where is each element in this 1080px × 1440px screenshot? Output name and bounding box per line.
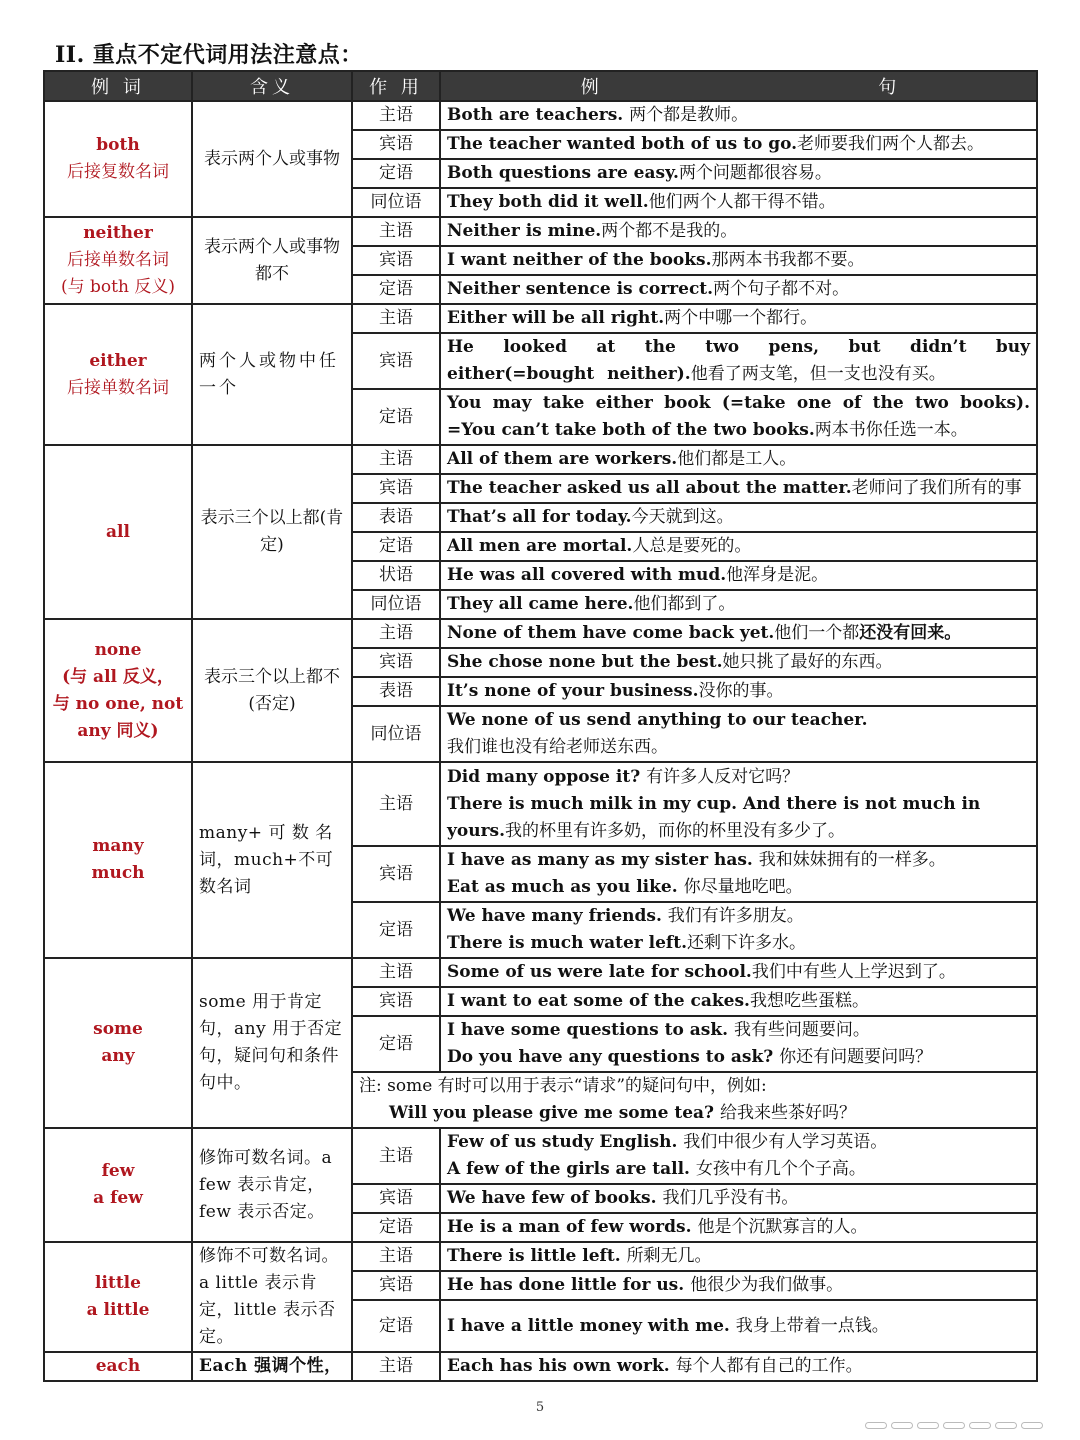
word-line: neither	[83, 223, 153, 243]
role-cell: 定语	[352, 532, 440, 561]
example-en: I have some questions to ask.	[447, 1020, 729, 1040]
example-cell	[440, 101, 1037, 130]
section-title: 重点不定代词用法注意点：	[92, 42, 363, 68]
word-cell	[44, 958, 192, 1128]
word-line: (与 all 反义，	[62, 666, 174, 687]
example-zh: 他们都到了。	[633, 594, 736, 614]
word-cell	[44, 1242, 192, 1352]
example-zh: 两个问题都很容易。	[678, 163, 832, 183]
example-cell	[440, 677, 1037, 706]
word-line: all	[106, 521, 130, 542]
word-line: both	[96, 135, 140, 155]
example-en: Some of us were late for school.	[447, 962, 752, 982]
scroll-dot	[891, 1422, 913, 1429]
note-en: Will you please give me some tea?	[389, 1103, 715, 1123]
section-heading	[55, 38, 363, 69]
example-cell	[440, 275, 1037, 304]
role-cell: 宾语	[352, 987, 440, 1016]
example-cell	[440, 246, 1037, 275]
role-cell: 主语	[352, 101, 440, 130]
example-cell	[440, 619, 1037, 648]
page-number: 5	[535, 1400, 545, 1415]
table-row	[44, 1128, 1037, 1184]
role-cell: 定语	[352, 1016, 440, 1072]
word-cell	[44, 304, 192, 445]
example-cell	[440, 1300, 1037, 1352]
example-en: Neither is mine.	[447, 221, 602, 241]
word-cell	[44, 445, 192, 619]
example-zh: 所剩无几。	[626, 1246, 712, 1266]
example-cell	[440, 958, 1037, 987]
example-cell	[440, 503, 1037, 532]
example-en: He was all covered with mud.	[447, 565, 727, 585]
scroll-dot	[1021, 1422, 1043, 1429]
example-cell	[440, 561, 1037, 590]
example-en: That’s all for today.	[447, 507, 632, 527]
example-cell	[440, 1242, 1037, 1271]
role-cell: 定语	[352, 1300, 440, 1352]
example-en: Both are teachers.	[447, 105, 624, 125]
example-cell	[440, 1352, 1037, 1381]
example-en: He has done little for us.	[447, 1275, 685, 1295]
example-en: None of them have come back yet.	[447, 623, 775, 643]
example-cell	[440, 333, 1037, 389]
scroll-dot	[917, 1422, 939, 1429]
example-en: Did many oppose it?	[447, 766, 641, 787]
example-cell	[440, 304, 1037, 333]
role-cell: 宾语	[352, 648, 440, 677]
example-cell	[440, 130, 1037, 159]
example-zh: 他很少为我们做事。	[690, 1275, 844, 1295]
example-cell	[440, 1213, 1037, 1242]
example-cell	[440, 762, 1037, 846]
section-number: II.	[55, 42, 85, 68]
example-en: She chose none but the best.	[447, 652, 723, 672]
word-line: 与 no one, not	[52, 693, 184, 714]
example-cell	[440, 1016, 1037, 1072]
example-en: Either will be all right.	[447, 308, 665, 328]
meaning-cell: 修饰可数名词。a few 表示肯定，few 表示否定。	[192, 1128, 352, 1242]
example-zh: 我们几乎没有书。	[662, 1188, 799, 1208]
example-zh: 我和妹妹拥有的一样多。	[758, 850, 946, 870]
example-en: You may take either book (=take one of the two books). =You can’t take both of the two books.	[447, 393, 1030, 440]
meaning-cell: Each 强调个性，	[192, 1352, 352, 1381]
example-zh: 还剩下许多水。	[687, 933, 806, 953]
example-cell	[440, 445, 1037, 474]
role-cell: 同位语	[352, 188, 440, 217]
table-row	[44, 445, 1037, 474]
meaning-cell: some 用于肯定句，any 用于否定句，疑问句和条件句中。	[192, 958, 352, 1128]
note-line: 注: some 有时可以用于表示“请求”的疑问句中，例如:	[359, 1076, 767, 1096]
header-word: 例 词	[44, 71, 192, 101]
example-cell	[440, 474, 1037, 503]
role-cell: 主语	[352, 1352, 440, 1381]
example-zh: 今天就到这。	[631, 507, 734, 527]
example-en: We have few of books.	[447, 1188, 657, 1208]
example-zh: 女孩中有几个个子高。	[695, 1159, 866, 1179]
word-line: much	[91, 863, 145, 883]
role-cell: 宾语	[352, 846, 440, 902]
word-line: any	[101, 1046, 135, 1066]
example-en: I want neither of the books.	[447, 250, 712, 270]
example-zh: 没你的事。	[698, 681, 784, 701]
word-line: any 同义)	[77, 720, 159, 741]
word-line: 后接单数名词	[67, 377, 169, 398]
example-zh: 我们中很少有人学习英语。	[683, 1132, 888, 1152]
word-line: 后接复数名词	[67, 162, 169, 182]
example-cell	[440, 159, 1037, 188]
example-zh: 我们谁也没有给老师送东西。	[447, 737, 668, 757]
word-cell	[44, 619, 192, 762]
example-en: I want to eat some of the cakes.	[447, 991, 750, 1011]
example-cell	[440, 532, 1037, 561]
role-cell: 同位语	[352, 706, 440, 762]
role-cell: 主语	[352, 217, 440, 246]
example-zh: 他们都是工人。	[677, 449, 797, 469]
page-scroll-indicator[interactable]	[865, 1414, 1060, 1422]
table-row	[44, 101, 1037, 130]
note-cell	[352, 1072, 1037, 1128]
example-zh: 我有些问题要问。	[733, 1020, 870, 1040]
example-cell	[440, 217, 1037, 246]
word-cell	[44, 1128, 192, 1242]
example-en: Both questions are easy.	[447, 163, 679, 183]
example-en: A few of the girls are tall.	[447, 1159, 690, 1179]
example-en: The teacher wanted both of us to go.	[447, 134, 798, 154]
header-example-1: 例	[580, 77, 599, 98]
example-cell	[440, 706, 1037, 762]
word-line: a little	[86, 1300, 150, 1320]
table-row	[44, 619, 1037, 648]
header-example	[440, 71, 1037, 101]
role-cell: 宾语	[352, 130, 440, 159]
table-row	[44, 762, 1037, 846]
example-zh: 那两本书我都不要。	[711, 250, 865, 270]
example-cell	[440, 902, 1037, 958]
example-en: There is little left.	[447, 1246, 621, 1266]
meaning-cell: 表示两个人或事物都不	[192, 217, 352, 304]
role-cell: 定语	[352, 159, 440, 188]
example-zh: 两个中哪一个都行。	[664, 308, 818, 328]
table-row	[44, 304, 1037, 333]
example-en: Eat as much as you like.	[447, 877, 678, 897]
role-cell: 宾语	[352, 1271, 440, 1300]
pronoun-table	[43, 70, 1038, 1382]
role-cell: 状语	[352, 561, 440, 590]
example-en: He is a man of few words.	[447, 1217, 692, 1237]
table-row	[44, 1352, 1037, 1381]
scroll-dot	[865, 1422, 887, 1429]
example-zh: 她只挑了最好的东西。	[722, 652, 893, 672]
table-row	[44, 1242, 1037, 1271]
word-line: many	[92, 836, 144, 856]
role-cell: 定语	[352, 1213, 440, 1242]
example-en: All men are mortal.	[447, 536, 633, 556]
meaning-cell: 表示三个以上都不(否定)	[192, 619, 352, 762]
role-cell: 主语	[352, 1242, 440, 1271]
example-zh: 他是个沉默寡言的人。	[697, 1217, 868, 1237]
role-cell: 主语	[352, 958, 440, 987]
role-cell: 定语	[352, 902, 440, 958]
scroll-dot	[969, 1422, 991, 1429]
example-en: Few of us study English.	[447, 1132, 678, 1152]
example-en: Neither sentence is correct.	[447, 279, 714, 299]
example-zh: 两个句子都不对。	[713, 279, 850, 299]
word-line: either	[89, 350, 147, 371]
header-example-2: 句	[878, 77, 897, 98]
meaning-cell: 修饰不可数名词。a little 表示肯定，little 表示否定。	[192, 1242, 352, 1352]
word-cell	[44, 1352, 192, 1381]
example-cell	[440, 987, 1037, 1016]
example-cell	[440, 1128, 1037, 1184]
example-cell	[440, 846, 1037, 902]
meaning-cell: 表示两个人或事物	[192, 101, 352, 217]
table-row	[44, 958, 1037, 987]
scroll-dot	[995, 1422, 1017, 1429]
example-en: We have many friends.	[447, 906, 662, 926]
example-zh: 老师问了我们所有的事	[851, 478, 1022, 498]
example-cell	[440, 1184, 1037, 1213]
example-zh: 每个人都有自己的工作。	[675, 1356, 863, 1376]
word-cell	[44, 101, 192, 217]
note-zh: 给我来些茶好吗？	[719, 1103, 856, 1123]
example-cell	[440, 1271, 1037, 1300]
header-meaning: 含义	[192, 71, 352, 101]
example-zh: 他们一个都	[774, 623, 860, 643]
example-en: They both did it well.	[447, 192, 649, 212]
example-en: I have as many as my sister has.	[447, 850, 753, 870]
example-zh: 两个都不是我的。	[601, 221, 738, 241]
meaning-cell: 两个人或物中任一个	[192, 304, 352, 445]
word-line: little	[95, 1273, 141, 1293]
example-zh: 你尽量地吃吧。	[683, 877, 803, 897]
example-en: Do you have any questions to ask?	[447, 1047, 774, 1067]
example-zh-bold: 还没有回来。	[859, 623, 962, 643]
role-cell: 宾语	[352, 333, 440, 389]
table-row	[44, 217, 1037, 246]
example-cell	[440, 648, 1037, 677]
example-zh: 有许多人反对它吗？	[646, 766, 800, 787]
example-en: The teacher asked us all about the matter.	[447, 478, 852, 498]
example-en: Each has his own work.	[447, 1356, 670, 1376]
example-cell	[440, 389, 1037, 445]
example-zh: 两个都是教师。	[629, 105, 749, 125]
example-zh: 我们有许多朋友。	[667, 906, 804, 926]
example-en: It’s none of your business.	[447, 681, 699, 701]
meaning-cell: 表示三个以上都(肯定)	[192, 445, 352, 619]
example-zh: 他看了两支笔，但一支也没有买。	[690, 364, 946, 384]
example-cell	[440, 188, 1037, 217]
example-zh: 我身上带着一点钱。	[735, 1315, 889, 1336]
example-zh: 他浑身是泥。	[726, 565, 829, 585]
role-cell: 定语	[352, 275, 440, 304]
example-cell	[440, 590, 1037, 619]
word-line: some	[93, 1019, 143, 1039]
word-line: none	[94, 639, 142, 660]
example-zh: 你还有问题要问吗？	[779, 1047, 933, 1067]
table-header-row	[44, 71, 1037, 101]
meaning-cell: many+ 可 数 名 词，much+不可数名词	[192, 762, 352, 958]
example-en: All of them are workers.	[447, 449, 678, 469]
role-cell: 主语	[352, 762, 440, 846]
scroll-dot	[943, 1422, 965, 1429]
role-cell: 主语	[352, 304, 440, 333]
example-en: He looked at the two pens, but didn’t buy either(=bought neither).	[447, 337, 1030, 384]
word-cell	[44, 217, 192, 304]
example-en: They all came here.	[447, 594, 634, 614]
role-cell: 主语	[352, 619, 440, 648]
word-cell	[44, 762, 192, 958]
example-zh: 他们两个人都干得不错。	[648, 192, 836, 212]
role-cell: 同位语	[352, 590, 440, 619]
role-cell: 主语	[352, 445, 440, 474]
word-line: (与 both 反义)	[61, 277, 175, 297]
header-role: 作 用	[352, 71, 440, 101]
word-line: a few	[93, 1188, 143, 1208]
word-line: each	[95, 1356, 141, 1376]
example-en: I have a little money with me.	[447, 1315, 730, 1336]
word-line: 后接单数名词	[67, 250, 169, 270]
example-zh: 我的杯里有许多奶，而你的杯里没有多少了。	[505, 820, 846, 841]
example-zh: 我想吃些蛋糕。	[749, 991, 869, 1011]
role-cell: 宾语	[352, 246, 440, 275]
word-line: few	[101, 1161, 135, 1181]
example-zh: 我们中有些人上学迟到了。	[751, 962, 956, 982]
role-cell: 宾语	[352, 474, 440, 503]
role-cell: 表语	[352, 677, 440, 706]
example-en: There is much water left.	[447, 933, 687, 953]
example-en: There is much milk in my cup. And there is not much in yours.	[447, 793, 981, 841]
example-zh: 人总是要死的。	[632, 536, 752, 556]
example-en: We none of us send anything to our teacher.	[447, 710, 868, 730]
role-cell: 定语	[352, 389, 440, 445]
role-cell: 主语	[352, 1128, 440, 1184]
example-zh: 两本书你任选一本。	[814, 420, 968, 440]
role-cell: 宾语	[352, 1184, 440, 1213]
example-zh: 老师要我们两个人都去。	[797, 134, 985, 154]
role-cell: 表语	[352, 503, 440, 532]
